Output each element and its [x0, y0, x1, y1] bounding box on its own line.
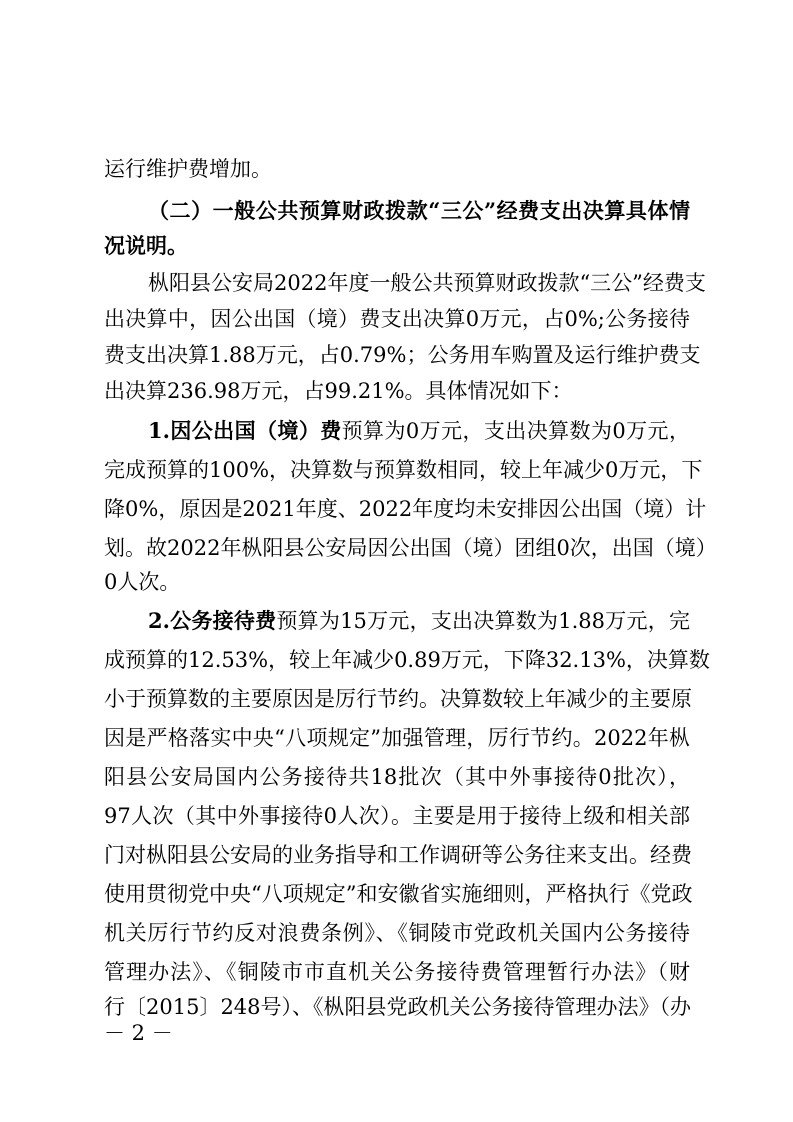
text-line — [104, 340, 701, 370]
text-run: 出决算中，因公出国（境）费支出决算0万元，占0%;公务接待 — [104, 307, 690, 331]
text-line — [104, 154, 690, 184]
item-title: 2.公务接待费 — [148, 608, 277, 633]
text-run: 0人次。 — [104, 570, 181, 594]
text-line — [104, 567, 690, 597]
text-run: 因是严格落实中央“八项规定”加强管理，厉行节约。2022年枞 — [104, 726, 690, 750]
text-line — [104, 533, 717, 563]
text-line — [104, 645, 710, 675]
text-run: 预算为0万元，支出决算数为0万元， — [341, 419, 690, 443]
text-run: 行〔2015〕248号）、《枞阳县党政机关公务接待管理办法》（办 — [104, 995, 692, 1019]
text-line — [104, 918, 690, 948]
text-run: 门对枞阳县公安局的业务指导和工作调研等公务往来支出。经费 — [104, 843, 692, 867]
text-line — [104, 840, 690, 870]
section-heading-continued — [104, 231, 690, 261]
text-run: 成预算的12.53%，较上年减少0.89万元，下降32.13%，决算数 — [104, 648, 710, 672]
text-line — [104, 376, 690, 406]
text-line — [148, 606, 690, 636]
text-line — [148, 268, 706, 298]
text-run: 运行维护费增加。 — [104, 157, 272, 181]
text-run: 97人次（其中外事接待0人次）。主要是用于接待上级和相关部 — [104, 804, 690, 828]
text-run: 完成预算的100%，决算数与预算数相同，较上年减少0万元，下 — [104, 458, 703, 482]
text-line — [104, 992, 690, 1022]
text-line — [104, 304, 690, 334]
text-run: 费支出决算1.88万元，占0.79%；公务用车购置及运行维护费支 — [104, 343, 701, 367]
text-line — [104, 879, 693, 909]
text-run: 出决算236.98万元，占99.21%。具体情况如下： — [104, 379, 573, 403]
text-run: 管理办法》、《铜陵市市直机关公务接待费管理暂行办法》（财 — [104, 960, 690, 984]
text-run: （二）一般公共预算财政拨款“三公”经费支出决算具体情 — [148, 198, 690, 223]
text-line — [104, 684, 690, 714]
text-line — [104, 762, 690, 792]
section-heading — [148, 196, 690, 226]
text-line — [104, 957, 690, 987]
text-line — [104, 801, 690, 831]
text-run: 划。故2022年枞阳县公安局因公出国（境）团组0次，出国（境） — [104, 536, 717, 560]
text-run: 阳县公安局国内公务接待共18批次（其中外事接待0批次）， — [104, 765, 690, 789]
text-run: 使用贯彻党中央“八项规定”和安徽省实施细则，严格执行《党政 — [104, 882, 693, 906]
text-run: 小于预算数的主要原因是厉行节约。决算数较上年减少的主要原 — [104, 687, 692, 711]
text-run: 预算为15万元，支出决算数为1.88万元，完 — [276, 609, 690, 633]
text-run: 机关厉行节约反对浪费条例》、《铜陵市党政机关国内公务接待 — [104, 921, 690, 945]
text-line — [104, 723, 690, 753]
text-run: 枞阳县公安局2022年度一般公共预算财政拨款“三公”经费支 — [148, 271, 706, 295]
text-run: 况说明。 — [104, 233, 188, 258]
text-line — [148, 416, 690, 446]
item-title: 1.因公出国（境）费 — [148, 418, 342, 443]
text-run: 降0%，原因是2021年度、2022年度均未安排因公出国（境）计 — [104, 497, 707, 521]
text-line — [104, 455, 703, 485]
text-line — [104, 494, 707, 524]
page-number: － 2 － — [104, 1021, 173, 1045]
